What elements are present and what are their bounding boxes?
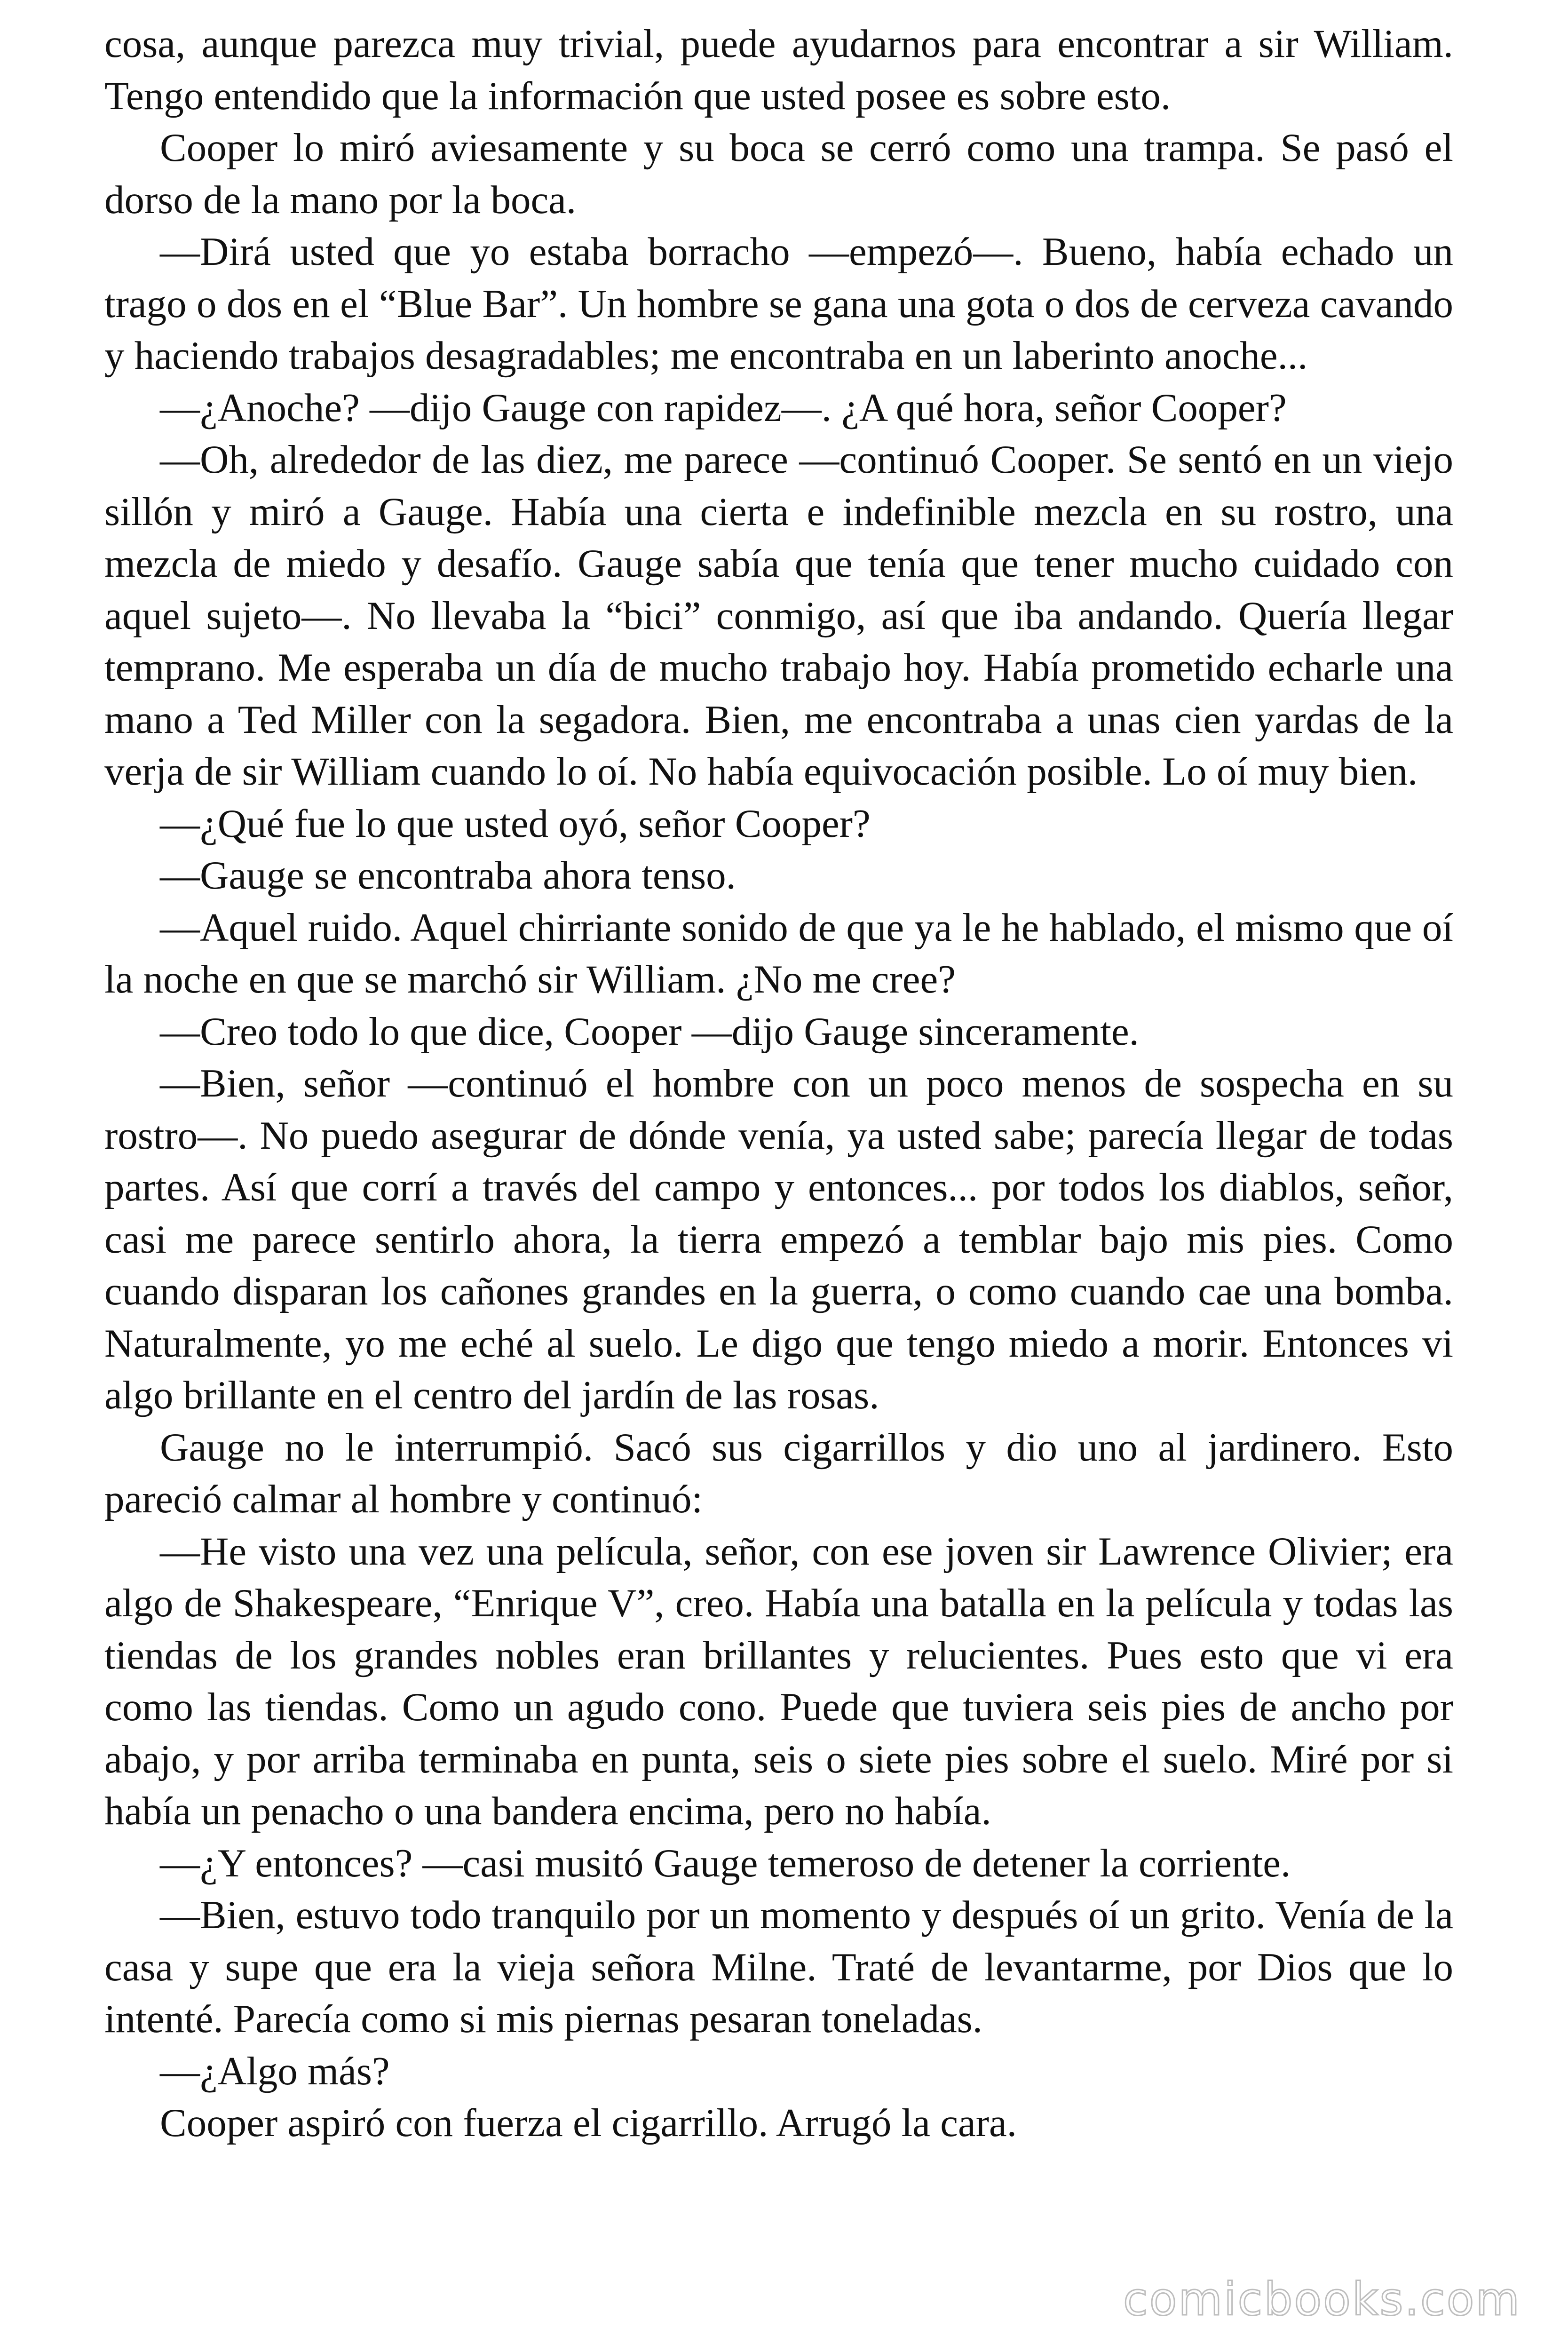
paragraph: —¿Algo más? — [160, 2049, 390, 2093]
paragraph: —Dirá usted que yo estaba borracho —empezó—. Bueno, había echado un trago o dos en el “Blue Bar”. Un hombre se gana una gota o dos de cerveza cavando y haciendo trabajos desagradables; me encontraba en un laberinto anoche... — [104, 230, 1453, 378]
watermark: comicbooks.com — [1123, 2273, 1521, 2326]
paragraph: —Gauge se encontraba ahora tenso. — [160, 853, 736, 898]
paragraph: Cooper lo miró aviesamente y su boca se cerró como una trampa. Se pasó el dorso de la mano por la boca. — [104, 126, 1453, 222]
paragraph-continuation: cosa, aunque parezca muy trivial, puede ayudarnos para encontrar a sir William. Tengo entendido que la información que usted posee es sobre esto. — [104, 22, 1453, 118]
paragraph: —¿Y entonces? —casi musitó Gauge temeroso de detener la corriente. — [160, 1841, 1291, 1885]
paragraph: —He visto una vez una película, señor, con ese joven sir Lawrence Olivier; era algo de Shakespeare, “Enrique V”, creo. Había una batalla en la película y todas las tiendas de los grandes nobles eran brillantes y relucientes. Pues esto que vi era como las tiendas. Como un agudo cono. Puede que tuviera seis pies de ancho por abajo, y por arriba terminaba en punta, seis o siete pies sobre el suelo. Miré por si había un penacho o una bandera encima, pero no había. — [104, 1529, 1453, 1833]
paragraph: Cooper aspiró con fuerza el cigarrillo. Arrugó la cara. — [160, 2101, 1017, 2145]
paragraph: —¿Qué fue lo que usted oyó, señor Cooper? — [160, 801, 871, 846]
page-text — [104, 18, 1453, 2149]
paragraph: —Creo todo lo que dice, Cooper —dijo Gauge sinceramente. — [160, 1009, 1139, 1054]
paragraph: Gauge no le interrumpió. Sacó sus cigarrillos y dio uno al jardinero. Esto pareció calmar al hombre y continuó: — [104, 1425, 1453, 1521]
paragraph: —Bien, señor —continuó el hombre con un poco menos de sospecha en su rostro—. No puedo asegurar de dónde venía, ya usted sabe; parecía llegar de todas partes. Así que corrí a través del campo y entonces... por todos los diablos, señor, casi me parece sentirlo ahora, la tierra empezó a temblar bajo mis pies. Como cuando disparan los cañones grandes en la guerra, o como cuando cae una bomba. Naturalmente, yo me eché al suelo. Le digo que tengo miedo a morir. Entonces vi algo brillante en el centro del jardín de las rosas. — [104, 1061, 1453, 1417]
paragraph: —¿Anoche? —dijo Gauge con rapidez—. ¿A qué hora, señor Cooper? — [160, 385, 1287, 430]
paragraph: —Aquel ruido. Aquel chirriante sonido de que ya le he hablado, el mismo que oí la noche en que se marchó sir William. ¿No me cree? — [104, 905, 1453, 1001]
paragraph: —Oh, alrededor de las diez, me parece —continuó Cooper. Se sentó en un viejo sillón y miró a Gauge. Había una cierta e indefinible mezcla en su rostro, una mezcla de miedo y desafío. Gauge sabía que tenía que tener mucho cuidado con aquel sujeto—. No llevaba la “bici” conmigo, así que iba andando. Quería llegar temprano. Me esperaba un día de mucho trabajo hoy. Había prometido echarle una mano a Ted Miller con la segadora. Bien, me encontraba a unas cien yardas de la verja de sir William cuando lo oí. No había equivocación posible. Lo oí muy bien. — [104, 437, 1453, 794]
paragraph: —Bien, estuvo todo tranquilo por un momento y después oí un grito. Venía de la casa y supe que era la vieja señora Milne. Traté de levantarme, por Dios que lo intenté. Parecía como si mis piernas pesaran toneladas. — [104, 1893, 1453, 2041]
